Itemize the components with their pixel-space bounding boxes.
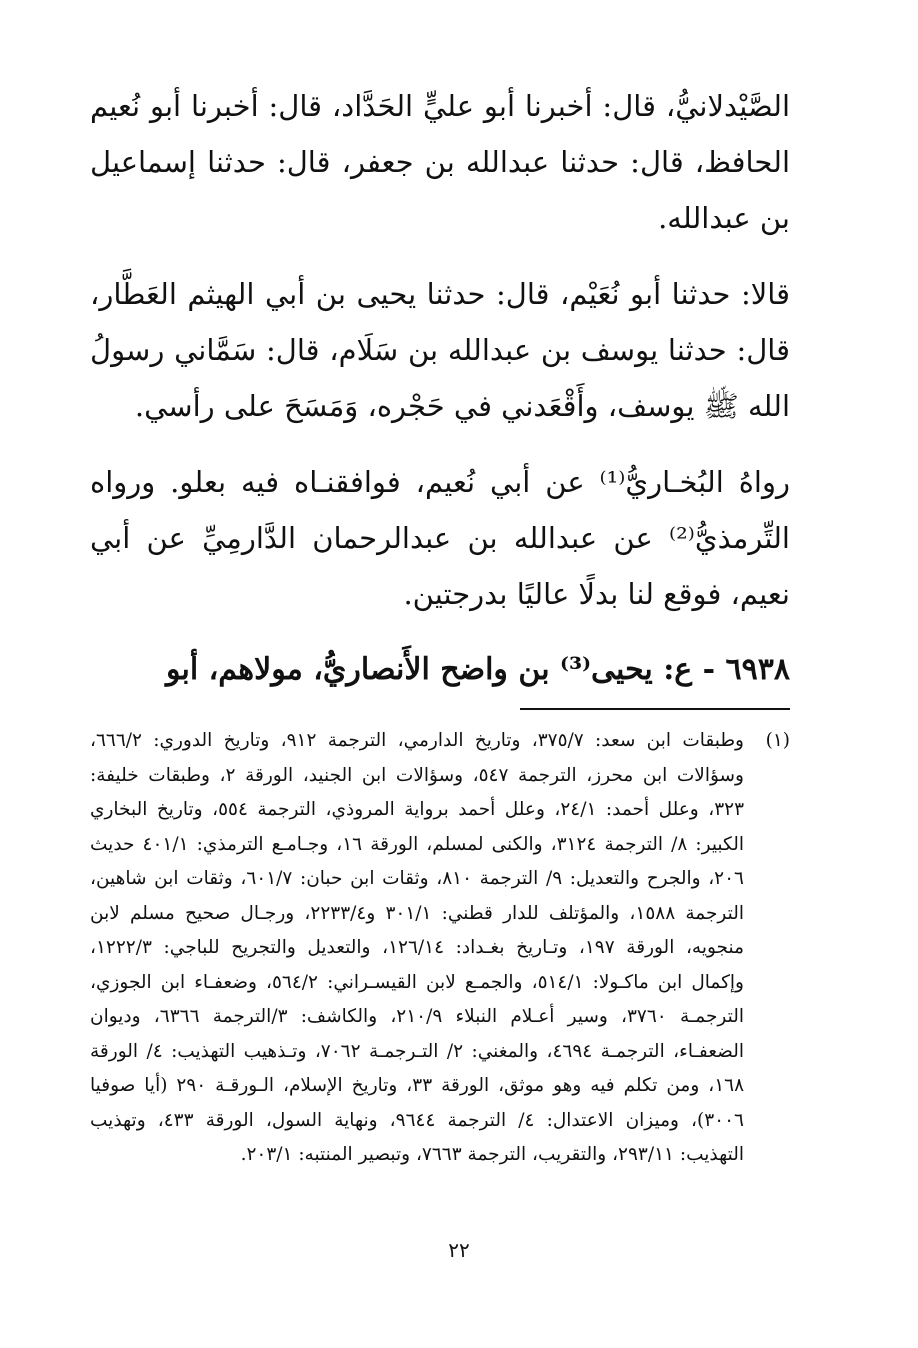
footnote-1 bbox=[90, 724, 790, 1173]
paragraph-1: الصَّيْدلانيُّ، قال: أخبرنا أبو عليٍّ الحَدَّاد، قال: أخبرنا أبو نُعيم الحافظ، قال: حدثنا عبدالله بن جعفر، قال: حدثنا إسماعيل بن عبدالله. bbox=[90, 89, 790, 235]
footnote-number: (١) bbox=[765, 730, 790, 751]
document-page bbox=[90, 78, 790, 1173]
footnote-text: وطبقات ابن سعد: ٣٧٥/٧، وتاريخ الدارمي، الترجمة ٩١٢، وتاريخ الدوري: ٦٦٦/٢، وسؤالات ابن محرز، الترجمة ٥٤٧، وسؤالات ابن الجنيد، الورقة ٢، وطبقات خليفة: ٣٢٣، وعلل أحمد: ٢٤/١، وعلل أحمد برواية المروذي، الترجمة ٥٥٤، وتاريخ البخاري الكبير: ٨/ الترجمة ٣١٢٤، والكنى لمسلم، الورقة ١٦، وجـامـع الترمذي: ٤٠١/١ حديث ٢٠٦، والجرح والتعديل: ٩/ الترجمة ٨١٠، وثقات ابن حبان: ٦٠١/٧، وثقات ابن شاهين، الترجمة ١٥٨٨، والمؤتلف للدار قطني: ٣٠١/١ و٢٢٣٣/٤، ورجـال صحيح مسلم لابن منجويه، الورقة ١٩٧، وتـاريخ بغـداد: ١٢٦/١٤، والتعديل والتجريح للباجي: ١٢٢٢/٣، وإكمال ابن ماكـولا: ٥١٤/١، والجمـع لابن القيسـراني: ٥٦٤/٢، وضعفـاء ابن الجوزي، الترجمـة ٣٧٦٠، وسير أعـلام النبلاء ٢١٠/٩، والكاشف: ٣/الترجمة ٦٣٦٦، وديوان الضعفـاء، الترجمـة ٤٦٩٤، والمغني: ٢/ التـرجمـة ٧٠٦٢، وتـذهيب التهذيب: ٤/ الورقة ١٦٨، ومن تكلم فيه وهو موثق، الورقة ٣٣، وتاريخ الإسلام، الـورقـة ٢٩٠ (أيا صوفيا ٣٠٠٦)، وميزان الاعتدال: ٤/ الترجمة ٩٦٤٤، ونهاية السول، الورقة ٤٣٣، وتهذيب التهذيب: ٢٩٣/١١، والتقريب، الترجمة ٧٦٦٣، وتبصير المنتبه: ٢٠٣/١. bbox=[90, 730, 745, 1165]
paragraph-2: قالا: حدثنا أبو نُعَيْم، قال: حدثنا يحيى بن أبي الهيثم العَطَّار، قال: حدثنا يوسف بن عبدالله بن سَلَام، قال: سَمَّاني رسولُ الله ﷺ يوسف، وأَقْعَدني في حَجْره، وَمَسَحَ على رأسي. bbox=[90, 277, 790, 423]
footnote-divider bbox=[520, 708, 790, 710]
page-number: ٢٢ bbox=[448, 1238, 470, 1262]
paragraph-3: رواهُ البُخـاريُّ⁽¹⁾ عن أبي نُعيم، فوافقنـاه فيه بعلو. ورواه التِّرمذيُّ⁽²⁾ عن عبدالله بن عبدالرحمان الدَّارمِيِّ عن أبي نعيم، فوقع لنا بدلًا عاليًا بدرجتين. bbox=[90, 465, 790, 611]
entry-heading: ٦٩٣٨ - ع: يحيى⁽³⁾ بن واضح الأَنصاريُّ، مولاهم، أبو bbox=[166, 652, 790, 687]
main-text bbox=[90, 78, 790, 698]
